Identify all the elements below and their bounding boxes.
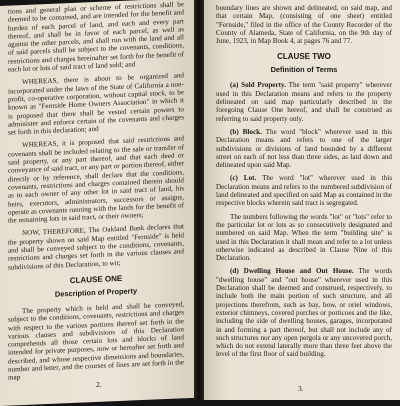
left-page-body [8,0,184,382]
definition-text: The term "said property" wherever used in this Declaration means and refers to the property delineated on said map particularly described in the foregoing Clause One hereof, and shall be construed as referring to said property only. [216,81,392,123]
clause-two-subtitle: Definition of Terms [270,65,338,75]
right-page-body [216,4,392,359]
clause-one-title: CLAUSE ONE [69,273,123,285]
definition-lead: (b) Block. [230,127,262,136]
clause-two-title: CLAUSE TWO [277,52,331,62]
clause-one-subtitle: Description of Property [54,286,138,299]
definition-text: The word "block" wherever used in this Declaration means and refers to one of the larger subdivisions or divisions of land bounded by a different street on each of not less than three sides, as laid down and delineated upon said Map. [216,127,392,170]
definition-lot-numbers [216,213,392,263]
definition-text: The words "dwelling house" and "out house" wherever used in this Declaration shall be deemed and construed, respectively, to include both the main portion of such structure, and all projections therefrom, such as bay, bow, or oriel windows, exterior chimneys, covered porches or porticoes and the like, including the side of dwelling houses, garages, incorporated in and forming a part thereof, but shall not include any of such structures nor any open pergola or any uncovered porch, which do not extend laterally more than three feet above the level of the first floor of said building. [216,267,392,359]
definition-lead: (a) Sold Property. [230,81,286,90]
page-number-left: 2. [96,379,102,389]
paragraph-map-reference: boundary lines are shown and delineated, on said map, and that certain Map, (consisting of one sheet) entitled "Fernside," filed in the office of the County Recorder of the County of Alameda, State of California, on the 9th day of June, 1923, in Map Book 4, at pages 76 and 77. [216,4,392,46]
definition-block [216,128,392,169]
left-page [0,0,194,406]
definition-lead: (d) Dwelling House and Out House. [230,267,354,276]
page-number-right: 3. [298,384,304,393]
definition-text: The numbers following the words "lot" or "lots" refer to the particular lot or lots as so consecutively designated and numbered on said Map. When the term "building site" is used in this Declaration it shall mean and refer to a lot unless otherwise indicated as described in Clause Nine of this Declaration. [216,212,392,263]
paragraph-whereas-association: WHEREAS, there is about to be organized and incorporated under the laws of the State of California a non-profit, co-operative corporation, without capital stock, to be known as "Fernside Home Owners Association" in which it is proposed that there shall be vested certain powers to administer and enforce certain of the covenants and charges set forth in this declaration; and [8,71,184,137]
paragraph-continuation: tions and general plan or scheme of restrictions shall be deemed to be contained, and are intended for the benefit and burden of each parcel of land, and each and every part thereof, and shall be in favor of each parcel, as well as against the other parcels, and shall run with the land and all of said parcels shall be subject to the covenants, conditions, restrictions and charges hereinafter set forth for the benefit of each lot or lots of said tract of land sold; and [8,0,184,74]
definition-dwelling-house [216,267,392,358]
paragraph-property-description: The property which is held and shall be conveyed, subject to the conditions, covenants, restrictions and charges with respect to the various portions thereof set forth in the various clauses and subdivisions of this Declaration comprehends all those certain lots and blocks of land intended for private purposes, now or hereafter set forth and described, and whose respective dimensions and boundaries, number and letter, and the courses of lines are set forth in the map [8,300,184,382]
definition-lead: (c) Lot. [230,174,257,183]
book-gutter [194,0,204,400]
definition-lot [216,174,392,207]
definition-text: The word "lot" wherever used in this Declaration means and refers to the numbered subdivision of land delineated and specified on said Map as contained in the respective blocks wherein said tract is segregated. [216,174,392,208]
right-page [204,0,400,400]
paragraph-whereas-restrictions: WHEREAS, it is proposed that said restrictions and covenants shall be included relating to the sale or transfer of said property, or any part thereof, and that each deed or conveyance of said tract, or any part or portion thereof, either directly or by reference, shall declare that the conditions, covenants, restrictions and charges contained therein should as to each owner of any other lot in said tract of land, his heirs, executors, administrators, successors or assigns, operate as covenants running with the lands for the benefit of the remaining lots in said tract, or their owners; [8,134,184,225]
paragraph-now-therefore: NOW, THEREFORE, The Oakland Bank declares that the property shown on said Map entitled "Fernside" is held and shall be conveyed subject to the conditions, covenants, restrictions and charges set forth in the various clauses and subdivisions of this Declaration, to wit; [8,222,184,272]
definition-sold-property [216,81,392,122]
